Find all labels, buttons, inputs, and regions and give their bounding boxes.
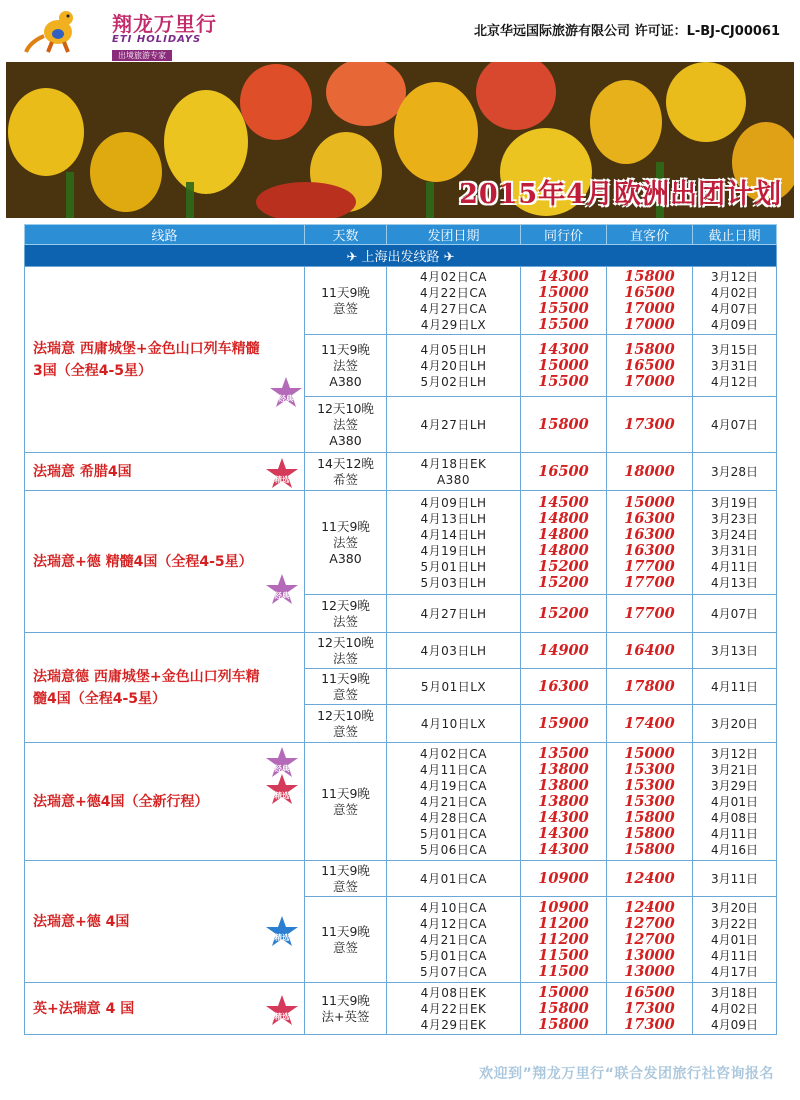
- retail-price: [607, 861, 693, 897]
- retail-price-value: 12400: [624, 869, 675, 887]
- route-name-cell: [25, 743, 305, 861]
- retail-price-value: 12400: [624, 898, 675, 916]
- retail-price-value: 16300: [624, 541, 675, 559]
- departure-date-value: 5月03日LH: [420, 575, 487, 590]
- badge-label: 经典: [278, 393, 294, 403]
- deadline-date-value: 4月12日: [711, 374, 758, 389]
- trade-price-value: 15200: [538, 573, 589, 591]
- departure-date: [387, 669, 521, 705]
- retail-price-value: 16500: [624, 283, 675, 301]
- departure-date-value: 4月08日EK: [420, 985, 487, 1000]
- deadline-date-value: 3月28日: [711, 464, 758, 479]
- table-row: [25, 983, 777, 1035]
- days-cell: 12天9晚 法签: [305, 595, 387, 633]
- trade-price: [521, 595, 607, 633]
- trade-price-value: 11200: [538, 930, 589, 948]
- deadline-date-value: 4月16日: [711, 842, 758, 857]
- retail-price-value: 15800: [624, 340, 675, 358]
- deadline-date-value: 4月01日: [711, 794, 758, 809]
- departure-date: [387, 983, 521, 1035]
- departure-date-value: 4月22日EK: [420, 1001, 487, 1016]
- trade-price-value: 13500: [538, 744, 589, 762]
- trade-price-value: 14300: [538, 824, 589, 842]
- deadline-date: [693, 397, 777, 453]
- badge-star-icon: [265, 773, 299, 807]
- trade-price-value: 15800: [538, 999, 589, 1017]
- badge-star-icon: [265, 994, 299, 1028]
- route-name-cell: [25, 633, 305, 773]
- retail-price-value: 15300: [624, 760, 675, 778]
- departure-date-value: 4月21日CA: [420, 794, 487, 809]
- trade-price-value: 14800: [538, 525, 589, 543]
- days-cell: 11天9晚 意签: [305, 897, 387, 983]
- trade-price-value: 11200: [538, 914, 589, 932]
- trade-price-value: 15200: [538, 557, 589, 575]
- trade-price-value: 13800: [538, 792, 589, 810]
- trade-price-value: 14300: [538, 267, 589, 285]
- deadline-date: [693, 491, 777, 595]
- departure-date-value: 4月27日CA: [420, 301, 487, 316]
- route-name: 法瑞意德 西庸城堡+金色山口列车精髓4国（全程4-5星）: [33, 668, 260, 707]
- retail-price-value: 17000: [624, 299, 675, 317]
- table-row: [25, 453, 777, 491]
- departure-date-value: 4月29日LX: [420, 317, 487, 332]
- license-text: 北京华远国际旅游有限公司 许可证：L-BJ-CJ00061: [474, 24, 780, 39]
- trade-price-value: 15000: [538, 283, 589, 301]
- departure-date-value: 4月21日CA: [420, 932, 487, 947]
- badge-star-icon: [265, 457, 299, 491]
- deadline-date-value: 3月29日: [711, 778, 758, 793]
- days-cell: 12天10晚 意签: [305, 705, 387, 743]
- deadline-date-value: 3月11日: [711, 871, 758, 886]
- departure-date-value: 5月01日CA: [420, 826, 487, 841]
- retail-price-value: 17300: [624, 415, 675, 433]
- badge-label: 精选: [274, 474, 290, 484]
- retail-price-value: 17000: [624, 372, 675, 390]
- trade-price-value: 14800: [538, 509, 589, 527]
- trade-price-value: 13800: [538, 760, 589, 778]
- days-cell: 11天9晚 法签 A380: [305, 491, 387, 595]
- retail-price-value: 17400: [624, 714, 675, 732]
- trade-price: [521, 983, 607, 1035]
- retail-price-value: 16500: [624, 356, 675, 374]
- departure-date-value: 4月28日CA: [420, 810, 487, 825]
- departure-date-value: 4月10日CA: [420, 900, 487, 915]
- departure-date-value: 4月10日LX: [420, 716, 487, 731]
- col-header-retail-price: 直客价: [607, 225, 693, 245]
- badge-label: 精选: [274, 1011, 290, 1021]
- retail-price-value: 16300: [624, 525, 675, 543]
- departure-date: [387, 491, 521, 595]
- deadline-date-value: 4月09日: [711, 317, 758, 332]
- table-row: [25, 491, 777, 595]
- trade-price-value: 14300: [538, 808, 589, 826]
- retail-price-value: 12700: [624, 914, 675, 932]
- retail-price: [607, 453, 693, 491]
- retail-price: [607, 633, 693, 669]
- deadline-date-value: 3月20日: [711, 716, 758, 731]
- retail-price-value: 13000: [624, 962, 675, 980]
- trade-price-value: 15900: [538, 714, 589, 732]
- departure-date-value: 4月29日EK: [420, 1017, 487, 1032]
- trade-price-value: 15500: [538, 299, 589, 317]
- trade-price-value: 11500: [538, 946, 589, 964]
- deadline-date-value: 4月17日: [711, 964, 758, 979]
- retail-price-value: 15800: [624, 840, 675, 858]
- deadline-date: [693, 705, 777, 743]
- trade-price: [521, 633, 607, 669]
- col-header-trade-price: 同行价: [521, 225, 607, 245]
- retail-price-value: 17700: [624, 604, 675, 622]
- banner-title: 2015年4月欧洲出团计划: [459, 179, 782, 210]
- route-name: 法瑞意 希腊4国: [33, 463, 132, 480]
- trade-price: [521, 897, 607, 983]
- col-header-dates: 发团日期: [387, 225, 521, 245]
- footer-text: 欢迎到”翔龙万里行“联合发团旅行社咨询报名: [479, 1066, 774, 1082]
- route-name: 法瑞意 西庸城堡+金色山口列车精髓3国（全程4-5星）: [33, 340, 260, 379]
- route-name-cell: [25, 267, 305, 453]
- logo-chinese: 翔龙万里行: [112, 12, 217, 36]
- table-row: [25, 267, 777, 335]
- retail-price: [607, 267, 693, 335]
- trade-price-value: 15500: [538, 315, 589, 333]
- retail-price-value: 17300: [624, 1015, 675, 1033]
- departure-date-value: 5月02日LH: [420, 374, 487, 389]
- days-cell: 11天9晚 意签: [305, 861, 387, 897]
- trade-price-value: 10900: [538, 869, 589, 887]
- departure-date-value: 5月07日CA: [420, 964, 487, 979]
- departure-date-value: 4月27日LH: [420, 417, 487, 432]
- trade-price-value: 16300: [538, 677, 589, 695]
- kangaroo-mascot-icon: [22, 6, 94, 54]
- header-banner: [0, 0, 800, 220]
- route-name: 英+法瑞意 4 国: [33, 1000, 135, 1017]
- trade-price-value: 14300: [538, 340, 589, 358]
- retail-price-value: 16300: [624, 509, 675, 527]
- deadline-date: [693, 743, 777, 861]
- departure-date-value: 4月19日CA: [420, 778, 487, 793]
- deadline-date: [693, 595, 777, 633]
- trade-price: [521, 861, 607, 897]
- route-name: 法瑞意+德4国（全新行程）: [33, 793, 209, 810]
- deadline-date-value: 4月02日: [711, 285, 758, 300]
- badge-label: 精选: [274, 932, 290, 942]
- trade-price-value: 13800: [538, 776, 589, 794]
- retail-price-value: 18000: [624, 462, 675, 480]
- departure-date-value: 4月14日LH: [420, 527, 487, 542]
- days-cell: 12天10晚 法签: [305, 633, 387, 669]
- retail-price: [607, 595, 693, 633]
- departure-date-value: 4月13日LH: [420, 511, 487, 526]
- departure-date-value: 5月06日CA: [420, 842, 487, 857]
- days-cell: 11天9晚 意签: [305, 669, 387, 705]
- route-name-cell: [25, 491, 305, 633]
- departure-date-value: 5月01日LH: [420, 559, 487, 574]
- departure-date-value: 4月19日LH: [420, 543, 487, 558]
- departure-date-value: 4月05日LH: [420, 342, 487, 357]
- deadline-date-value: 3月21日: [711, 762, 758, 777]
- departure-date-value: 4月03日LH: [420, 643, 487, 658]
- departure-date: [387, 335, 521, 397]
- departure-date-value: 4月22日CA: [420, 285, 487, 300]
- departure-date: [387, 453, 521, 491]
- deadline-date-value: 3月15日: [711, 342, 758, 357]
- deadline-date-value: 3月31日: [711, 543, 758, 558]
- days-cell: 12天10晚 法签 A380: [305, 397, 387, 453]
- deadline-date: [693, 669, 777, 705]
- trade-price: [521, 669, 607, 705]
- trade-price: [521, 335, 607, 397]
- departure-date-value: 5月01日LX: [420, 679, 487, 694]
- departure-date-value: 4月20日LH: [420, 358, 487, 373]
- deadline-date-value: 4月02日: [711, 1001, 758, 1016]
- deadline-date-value: 4月13日: [711, 575, 758, 590]
- days-cell: 11天9晚 法签 A380: [305, 335, 387, 397]
- trade-price-value: 15200: [538, 604, 589, 622]
- retail-price-value: 17700: [624, 557, 675, 575]
- days-cell: 11天9晚 意签: [305, 743, 387, 861]
- departure-date: [387, 861, 521, 897]
- trade-price-value: 15500: [538, 372, 589, 390]
- trade-price: [521, 743, 607, 861]
- trade-price-value: 11500: [538, 962, 589, 980]
- badge-star-icon: [265, 573, 299, 607]
- col-header-deadline: 截止日期: [693, 225, 777, 245]
- trade-price-value: 16500: [538, 462, 589, 480]
- trade-price-value: 15000: [538, 983, 589, 1001]
- trade-price: [521, 267, 607, 335]
- section-row: [25, 245, 777, 267]
- deadline-date-value: 4月11日: [711, 826, 758, 841]
- departure-date-value: 4月27日LH: [420, 606, 487, 621]
- deadline-date-value: 4月11日: [711, 679, 758, 694]
- retail-price-value: 15000: [624, 744, 675, 762]
- trade-price: [521, 705, 607, 743]
- retail-price: [607, 897, 693, 983]
- deadline-date: [693, 897, 777, 983]
- trade-price-value: 14900: [538, 641, 589, 659]
- departure-date-value: 4月01日CA: [420, 871, 487, 886]
- departure-date-value: 4月09日LH: [420, 495, 487, 510]
- retail-price: [607, 743, 693, 861]
- deadline-date-value: 4月01日: [711, 932, 758, 947]
- days-cell: 11天9晚 意签: [305, 267, 387, 335]
- retail-price-value: 15800: [624, 808, 675, 826]
- deadline-date: [693, 983, 777, 1035]
- deadline-date-value: 3月24日: [711, 527, 758, 542]
- deadline-date-value: 3月20日: [711, 900, 758, 915]
- logo-tagline: 出境旅游专家: [112, 50, 172, 61]
- deadline-date-value: 3月19日: [711, 495, 758, 510]
- departure-date-value: 5月01日CA: [420, 948, 487, 963]
- trade-price-value: 14500: [538, 493, 589, 511]
- deadline-date-value: 4月07日: [711, 606, 758, 621]
- departure-date: [387, 705, 521, 743]
- retail-price: [607, 397, 693, 453]
- retail-price: [607, 705, 693, 743]
- deadline-date-value: 4月09日: [711, 1017, 758, 1032]
- route-name: 法瑞意+德 4国: [33, 913, 130, 930]
- retail-price-value: 16500: [624, 983, 675, 1001]
- retail-price: [607, 669, 693, 705]
- trade-price-value: 15000: [538, 356, 589, 374]
- retail-price-value: 17700: [624, 573, 675, 591]
- retail-price-value: 15800: [624, 824, 675, 842]
- deadline-date-value: 3月22日: [711, 916, 758, 931]
- departure-date: [387, 633, 521, 669]
- table-row: [25, 633, 777, 669]
- retail-price-value: 15800: [624, 267, 675, 285]
- days-cell: 14天12晚 希签: [305, 453, 387, 491]
- route-name-cell: [25, 453, 305, 491]
- deadline-date-value: 3月18日: [711, 985, 758, 1000]
- deadline-date-value: 3月12日: [711, 269, 758, 284]
- badge-label: 经典: [274, 763, 290, 773]
- badge-label: 经典: [274, 590, 290, 600]
- top-bar: [0, 0, 800, 60]
- trade-price: [521, 453, 607, 491]
- trade-price-value: 15800: [538, 1015, 589, 1033]
- days-cell: 11天9晚 法+英签: [305, 983, 387, 1035]
- departure-date-value: 4月02日CA: [420, 269, 487, 284]
- departure-date-value: 4月11日CA: [420, 762, 487, 777]
- departure-date: [387, 897, 521, 983]
- retail-price-value: 16400: [624, 641, 675, 659]
- deadline-date-value: 3月23日: [711, 511, 758, 526]
- retail-price: [607, 983, 693, 1035]
- deadline-date: [693, 861, 777, 897]
- departure-date: [387, 743, 521, 861]
- badge-star-icon: [265, 915, 299, 949]
- deadline-date-value: 3月12日: [711, 746, 758, 761]
- deadline-date-value: 4月07日: [711, 301, 758, 316]
- deadline-date-value: 4月08日: [711, 810, 758, 825]
- departure-date-value: 4月02日CA: [420, 746, 487, 761]
- retail-price-value: 13000: [624, 946, 675, 964]
- table-header-row: [25, 225, 777, 245]
- deadline-date: [693, 453, 777, 491]
- departure-date: [387, 397, 521, 453]
- section-title: ✈ 上海出发线路 ✈: [25, 245, 777, 267]
- retail-price-value: 12700: [624, 930, 675, 948]
- badge-label: 精选: [274, 790, 290, 800]
- deadline-date: [693, 267, 777, 335]
- retail-price: [607, 491, 693, 595]
- col-header-route: 线路: [25, 225, 305, 245]
- departure-date: [387, 595, 521, 633]
- logo-english: ETI HOLIDAYS: [112, 34, 202, 45]
- col-header-days: 天数: [305, 225, 387, 245]
- trade-price: [521, 397, 607, 453]
- departure-date-value: 4月18日EK A380: [420, 456, 487, 487]
- retail-price-value: 17300: [624, 999, 675, 1017]
- retail-price: [607, 335, 693, 397]
- trade-price: [521, 491, 607, 595]
- trade-price-value: 14800: [538, 541, 589, 559]
- deadline-date-value: 3月31日: [711, 358, 758, 373]
- route-name: 法瑞意+德 精髓4国（全程4-5星）: [33, 553, 253, 570]
- table-row: [25, 743, 777, 861]
- retail-price-value: 15300: [624, 792, 675, 810]
- deadline-date: [693, 335, 777, 397]
- retail-price-value: 15000: [624, 493, 675, 511]
- table-row: [25, 861, 777, 897]
- deadline-date-value: 3月13日: [711, 643, 758, 658]
- trade-price-value: 15800: [538, 415, 589, 433]
- badge-star-icon: [269, 376, 303, 410]
- route-name-cell: [25, 861, 305, 983]
- retail-price-value: 15300: [624, 776, 675, 794]
- trade-price-value: 10900: [538, 898, 589, 916]
- deadline-date-value: 4月11日: [711, 559, 758, 574]
- retail-price-value: 17800: [624, 677, 675, 695]
- trade-price-value: 14300: [538, 840, 589, 858]
- retail-price-value: 17000: [624, 315, 675, 333]
- departure-date: [387, 267, 521, 335]
- deadline-date-value: 4月07日: [711, 417, 758, 432]
- tour-table: [24, 224, 776, 1035]
- route-name-cell: [25, 983, 305, 1035]
- departure-date-value: 4月12日CA: [420, 916, 487, 931]
- deadline-date-value: 4月11日: [711, 948, 758, 963]
- deadline-date: [693, 633, 777, 669]
